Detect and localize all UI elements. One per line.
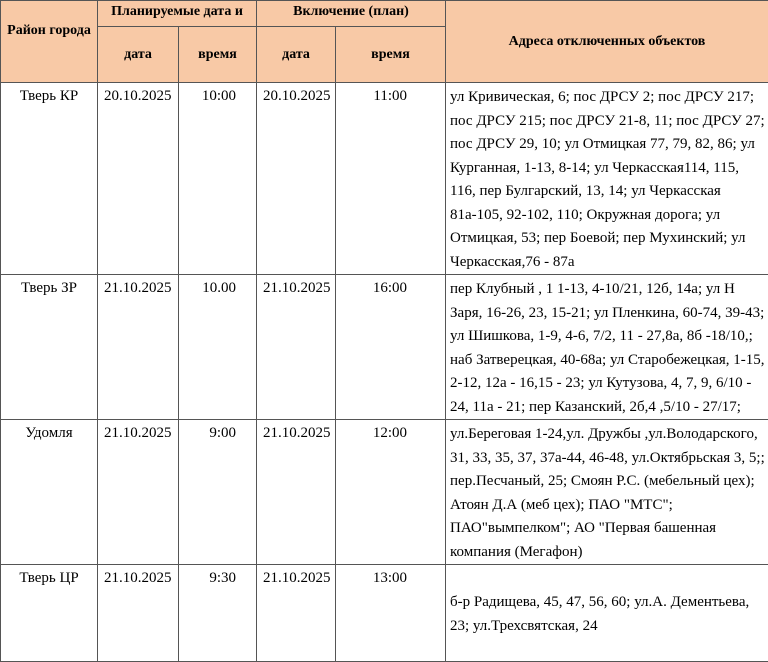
addresses-cell: ул.Береговая 1-24,ул. Дружбы ,ул.Володарского, 31, 33, 35, 37, 37а-44, 46-48, ул.Октябрьская 3, 5;; пер.Песчаный, 25; Смоян Р.С. (мебельный цех); Атоян Д.А (меб цех); ПАО "МТС"; ПАО"вымпелком"; АО "Первая башенная компания (Мегафон): [446, 420, 768, 565]
region-cell: Тверь КР: [1, 83, 98, 275]
on-date-cell: 21.10.2025: [257, 275, 336, 420]
addresses-cell: пер Клубный , 1 1-13, 4-10/21, 12б, 14а; ул Н Заря, 16-26, 23, 15-21; ул Пленкина, 60-74, 39-43; ул Шишкова, 1-9, 4-6, 7/2, 11 - 27,8а, 8б -18/10,; наб Затверецкая, 40-68а; ул Старобежецкая, 1-15, 2-12, 12а - 16,15 - 23; ул Кутузова, 4, 7, 9, 6/10 - 24, 11а - 21; пер Казанский, 2б,4 ,5/10 - 27/17;: [446, 275, 768, 420]
region-header: Район города: [1, 1, 98, 83]
off-time-header: время: [179, 27, 257, 83]
off-date-cell: 21.10.2025: [98, 420, 179, 565]
region-cell: Тверь ЗР: [1, 275, 98, 420]
region-cell: Тверь ЦР: [1, 565, 98, 662]
on-time-cell: 13:00: [336, 565, 446, 662]
off-date-cell: 20.10.2025: [98, 83, 179, 275]
off-date-header: дата: [98, 27, 179, 83]
on-time-cell: 12:00: [336, 420, 446, 565]
on-date-header: дата: [257, 27, 336, 83]
addresses-cell: ул Кривическая, 6; пос ДРСУ 2; пос ДРСУ 217; пос ДРСУ 215; пос ДРСУ 21-8, 11; пос ДРСУ 27; пос ДРСУ 29, 10; ул Отмицкая 77, 79, 82, 86; ул Курганная, 1-13, 8-14; ул Черкасская114, 115, 116, пер Булгарский, 13, 14; ул Черкасская 81а-105, 92-102, 110; Окружная дорога; ул Отмицкая, 53; пер Боевой; пер Мухинский; ул Черкасская,76 - 87а: [446, 83, 768, 275]
table-row: [1, 420, 768, 565]
off-time-cell: 9:00: [179, 420, 257, 565]
addresses-cell: б-р Радищева, 45, 47, 56, 60; ул.А. Дементьева, 23; ул.Трехсвятская, 24: [446, 565, 768, 662]
on-date-cell: 20.10.2025: [257, 83, 336, 275]
planned-date-group-header: Планируемые дата и: [98, 1, 257, 27]
off-time-cell: 10:00: [179, 83, 257, 275]
table-row: [1, 83, 768, 275]
on-date-cell: 21.10.2025: [257, 565, 336, 662]
addresses-header: Адреса отключенных объектов: [446, 1, 768, 83]
off-date-cell: 21.10.2025: [98, 275, 179, 420]
on-date-cell: 21.10.2025: [257, 420, 336, 565]
off-date-cell: 21.10.2025: [98, 565, 179, 662]
off-time-cell: 10.00: [179, 275, 257, 420]
on-time-cell: 16:00: [336, 275, 446, 420]
on-time-cell: 11:00: [336, 83, 446, 275]
off-time-cell: 9:30: [179, 565, 257, 662]
enable-plan-group-header: Включение (план): [257, 1, 446, 27]
on-time-header: время: [336, 27, 446, 83]
region-cell: Удомля: [1, 420, 98, 565]
table-row: [1, 275, 768, 420]
table-row: [1, 565, 768, 662]
